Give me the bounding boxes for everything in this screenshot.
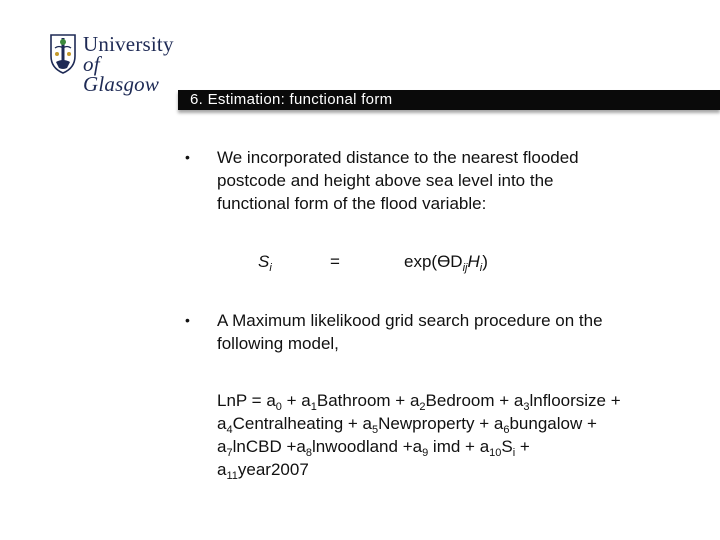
- model-subscript: i: [512, 447, 516, 459]
- model-term: lnfloorsize +: [529, 391, 621, 410]
- model-term: lnCBD +a: [232, 437, 306, 456]
- model-term: bungalow +: [509, 414, 597, 433]
- equation-equals: =: [330, 252, 340, 271]
- model-term: a: [217, 460, 227, 479]
- bullet-line: A Maximum likelikood grid search procedure on the: [217, 311, 603, 330]
- model-term: Newproperty + a: [378, 414, 504, 433]
- model-line: [217, 458, 621, 481]
- equation-rhs: [404, 250, 488, 273]
- model-term: Bedroom + a: [425, 391, 524, 410]
- model-equation: [217, 389, 621, 481]
- logo-wordmark: [83, 34, 180, 94]
- university-logo: [50, 32, 180, 96]
- bullet-line: We incorporated distance to the nearest flooded: [217, 148, 579, 167]
- equation-rhs-suffix: ): [482, 252, 488, 271]
- model-line: [217, 412, 621, 435]
- bullet-text: [217, 309, 717, 355]
- model-subscript: 10: [489, 447, 502, 459]
- model-term: S: [501, 437, 513, 456]
- bullet-text: [217, 146, 717, 215]
- model-term: Bathroom + a: [316, 391, 420, 410]
- model-term: imd + a: [428, 437, 490, 456]
- logo-line-university: University: [83, 32, 174, 56]
- bullet-icon: •: [185, 312, 190, 328]
- model-subscript: 9: [422, 447, 429, 459]
- model-subscript: 3: [523, 401, 530, 413]
- model-subscript: 8: [305, 447, 312, 459]
- model-term: Centralheating + a: [232, 414, 372, 433]
- equation-lhs: [258, 250, 272, 273]
- logo-line-glasgow: of Glasgow: [83, 52, 160, 96]
- model-term: a: [217, 414, 227, 433]
- model-subscript: 11: [226, 470, 238, 482]
- model-term: +: [515, 437, 530, 456]
- slide-title-bar: [178, 90, 720, 110]
- model-subscript: 7: [226, 447, 233, 459]
- model-term: + a: [281, 391, 311, 410]
- bullet-icon: •: [185, 149, 190, 165]
- equation-lhs-symbol: S: [258, 252, 270, 271]
- model-subscript: 1: [310, 401, 317, 413]
- model-subscript: 0: [275, 401, 282, 413]
- model-subscript: 4: [226, 424, 233, 436]
- slide-title: 6. Estimation: functional form: [190, 91, 393, 108]
- model-term: LnP = a: [217, 391, 276, 410]
- university-crest-icon: [50, 34, 76, 74]
- equation-lhs-subscript: i: [269, 262, 272, 274]
- equation-rhs-subscript-ij: ij: [462, 262, 468, 274]
- model-subscript: 5: [372, 424, 379, 436]
- bullet-line: postcode and height above sea level into the: [217, 171, 554, 190]
- equation-rhs-subscript-i: i: [479, 262, 483, 274]
- model-term: lnwoodland +a: [311, 437, 423, 456]
- bullet-line: following model,: [217, 334, 339, 353]
- bullet-line: functional form of the flood variable:: [217, 194, 487, 213]
- model-line: [217, 389, 621, 412]
- model-subscript: 6: [503, 424, 510, 436]
- equation-rhs-prefix: exp(ϴD: [404, 252, 463, 271]
- equation-rhs-h: H: [467, 252, 480, 271]
- model-subscript: 2: [419, 401, 426, 413]
- model-term: a: [217, 437, 227, 456]
- model-term: year2007: [237, 460, 309, 479]
- model-line: [217, 435, 621, 458]
